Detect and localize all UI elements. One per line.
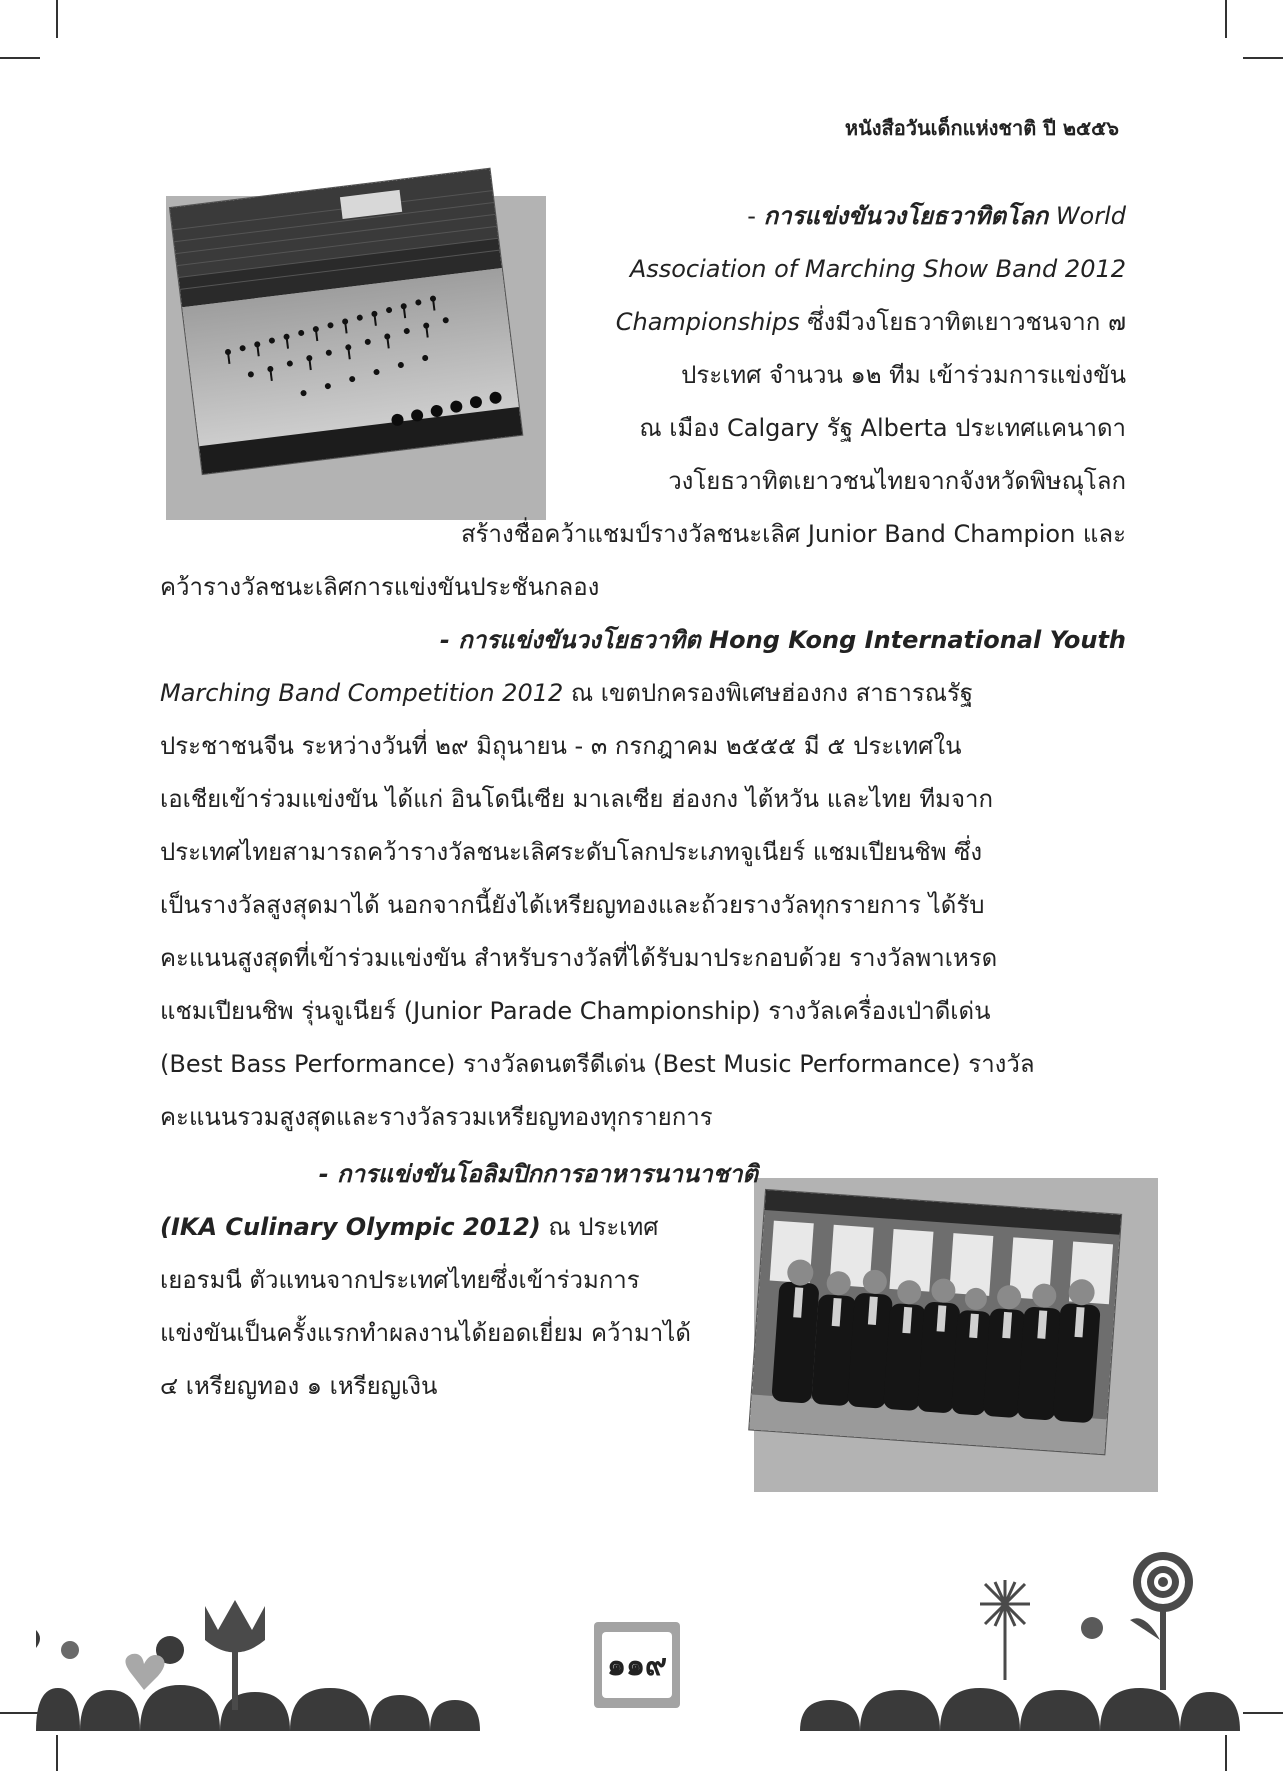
page-number: ๑๑๙ <box>602 1632 672 1698</box>
section3-line5: ๔ เหรียญทอง ๑ เหรียญเงิน <box>160 1372 438 1400</box>
culinary-team-photo-image <box>749 1190 1121 1454</box>
section1-line1: - การแข่งขันวงโยธวาทิตโลก World <box>747 202 1126 230</box>
section3-line1: - การแข่งขันโอลิมปิกการอาหารนานาชาติ <box>318 1160 758 1188</box>
section1-line8: คว้ารางวัลชนะเลิศการแข่งขันประชันกลอง <box>160 573 600 601</box>
section2-line2: Marching Band Competition 2012 ณ เขตปกครองพิเศษฮ่องกง สาธารณรัฐ <box>160 679 974 707</box>
section1-line7: สร้างชื่อคว้าแชมป์รางวัลชนะเลิศ Junior Band Champion และ <box>460 520 1126 548</box>
section2-line4: เอเชียเข้าร่วมแข่งขัน ได้แก่ อินโดนีเซีย มาเลเซีย ฮ่องกง ไต้หวัน และไทย ทีมจาก <box>160 785 994 813</box>
marching-band-photo-image <box>170 169 522 474</box>
crop-mark <box>0 57 40 59</box>
crop-mark <box>56 0 58 38</box>
section2-line8: แชมเปียนชิพ รุ่นจูเนียร์ (Junior Parade Championship) รางวัลเครื่องเป่าดีเด่น <box>160 997 991 1025</box>
sparkle-flower-icon <box>980 1580 1030 1680</box>
section3-line3: เยอรมนี ตัวแทนจากประเทศไทยซึ่งเข้าร่วมการ <box>160 1266 640 1294</box>
section3-line4: แข่งขันเป็นครั้งแรกทำผลงานได้ยอดเยี่ยม คว้ามาได้ <box>160 1319 691 1347</box>
section1-line4: ประเทศ จำนวน ๑๒ ทีม เข้าร่วมการแข่งขัน <box>681 361 1126 389</box>
section1-title: การแข่งขันวงโยธวาทิตโลก <box>763 202 1049 230</box>
section2-line3: ประชาชนจีน ระหว่างวันที่ ๒๙ มิถุนายน - ๓ กรกฎาคม ๒๕๕๕ มี ๕ ประเทศใน <box>160 732 962 760</box>
section1-wrap-text <box>490 190 1126 508</box>
section2-line6: เป็นรางวัลสูงสุดมาได้ นอกจากนี้ยังได้เหรียญทองและถ้วยรางวัลทุกรายการ ได้รับ <box>160 891 985 919</box>
section2-line7: คะแนนสูงสุดที่เข้าร่วมแข่งขัน สำหรับรางวัลที่ได้รับมาประกอบด้วย รางวัลพาเหรด <box>160 944 998 972</box>
section1-line5: ณ เมือง Calgary รัฐ Alberta ประเทศแคนาดา <box>639 414 1126 442</box>
crop-mark <box>1243 57 1283 59</box>
left-hills-icon <box>36 1685 480 1731</box>
section3-line2: (IKA Culinary Olympic 2012) ณ ประเทศ <box>160 1213 659 1241</box>
section2-text <box>160 614 1126 1144</box>
section1-full-text <box>160 508 1126 614</box>
section2-line5: ประเทศไทยสามารถคว้ารางวัลชนะเลิศระดับโลกประเภทจูเนียร์ แชมเปียนชิพ ซึ่ง <box>160 838 983 866</box>
sunflower-icon <box>1130 1552 1193 1690</box>
crop-mark <box>1225 0 1227 38</box>
marching-band-photo <box>170 169 522 474</box>
section1-line3: Championships ซึ่งมีวงโยธวาทิตเยาวชนจาก ๗ <box>615 308 1126 336</box>
section2-line10: คะแนนรวมสูงสุดและรางวัลรวมเหรียญทองทุกรายการ <box>160 1103 713 1131</box>
section1-line2: Association of Marching Show Band 2012 <box>629 255 1126 283</box>
section1-line6: วงโยธวาทิตเยาวชนไทยจากจังหวัดพิษณุโลก <box>668 467 1126 495</box>
heart-icon <box>125 1654 164 1690</box>
culinary-team-photo <box>749 1190 1121 1454</box>
section3-text <box>160 1148 758 1413</box>
section2-line1: - การแข่งขันวงโยธวาทิต Hong Kong International Youth <box>439 626 1126 654</box>
running-header: หนังสือวันเด็กแห่งชาติ ปี ๒๕๕๖ <box>844 116 1119 140</box>
right-hills-icon <box>800 1688 1240 1731</box>
section2-line9: (Best Bass Performance) รางวัลดนตรีดีเด่น (Best Music Performance) รางวัล <box>160 1050 1035 1078</box>
page-number-badge <box>594 1622 680 1708</box>
